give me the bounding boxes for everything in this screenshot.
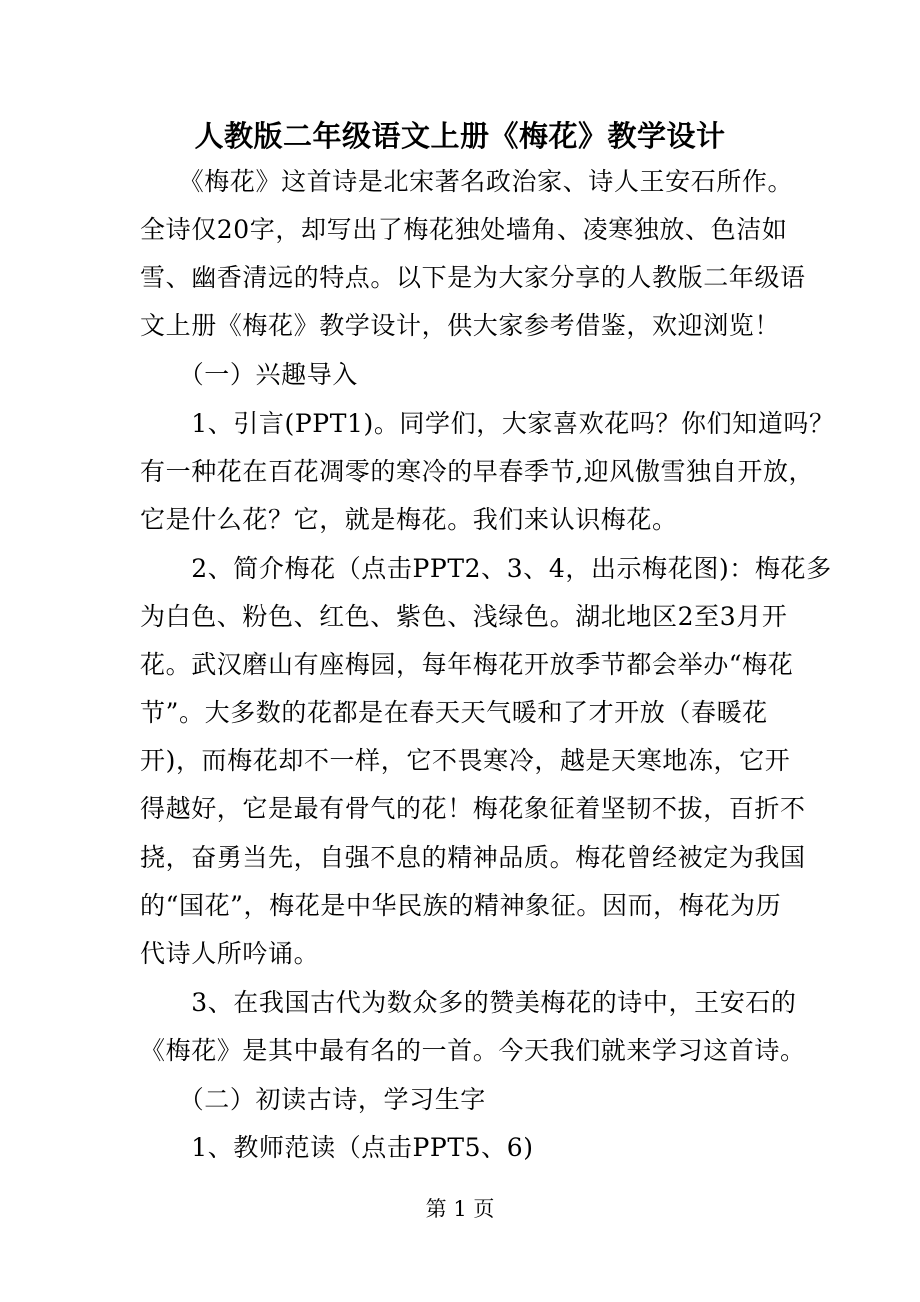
body-line: 它是什么花？它，就是梅花。我们来认识梅花。 — [140, 505, 678, 534]
body-line: 花。武汉磨山有座梅园，每年梅花开放季节都会举办“梅花 — [140, 650, 794, 679]
document-title: 人教版二年级语文上册《梅花》教学设计 — [194, 119, 726, 153]
body-line: 《梅花》这首诗是北宋著名政治家、诗人王安石所作。 — [140, 167, 794, 196]
body-line: 全诗仅20字，却写出了梅花独处墙角、凌寒独放、色洁如 — [140, 215, 788, 244]
body-line: 文上册《梅花》教学设计，供大家参考借鉴，欢迎浏览！ — [140, 311, 781, 340]
body-line: 得越好，它是最有骨气的花！梅花象征着坚韧不拔，百折不 — [140, 794, 806, 823]
body-line: 挠，奋勇当先，自强不息的精神品质。梅花曾经被定为我国 — [140, 843, 806, 872]
page-number: 第 1 页 — [425, 1197, 495, 1221]
body-line: 2、简介梅花（点击PPT2、3、4，出示梅花图)：梅花多 — [140, 554, 832, 583]
body-line: 1、引言(PPT1)。同学们，大家喜欢花吗？你们知道吗？ — [140, 409, 835, 438]
body-line: 雪、幽香清远的特点。以下是为大家分享的人教版二年级语 — [140, 263, 806, 292]
body-line: 有一种花在百花凋零的寒冷的早春季节,迎风傲雪独自开放， — [140, 457, 815, 486]
body-line: 的“国花”，梅花是中华民族的精神象征。因而，梅花为历 — [140, 891, 782, 920]
section-heading: （一）兴趣导入 — [140, 360, 358, 389]
body-line: 为白色、粉色、红色、紫色、浅绿色。湖北地区2至3月开 — [140, 602, 788, 631]
body-line: 节”。大多数的花都是在春天天气暖和了才开放（春暖花 — [140, 698, 768, 727]
body-line: 《梅花》是其中最有名的一首。今天我们就来学习这首诗。 — [140, 1036, 806, 1065]
section-heading: （二）初读古诗，学习生字 — [140, 1085, 486, 1114]
body-line: 3、在我国古代为数众多的赞美梅花的诗中，王安石的 — [140, 988, 797, 1017]
body-line: 1、教师范读（点击PPT5、6) — [140, 1133, 534, 1162]
body-line: 代诗人所吟诵。 — [140, 939, 320, 968]
body-line: 开)，而梅花却不一样，它不畏寒冷，越是天寒地冻，它开 — [140, 746, 791, 775]
